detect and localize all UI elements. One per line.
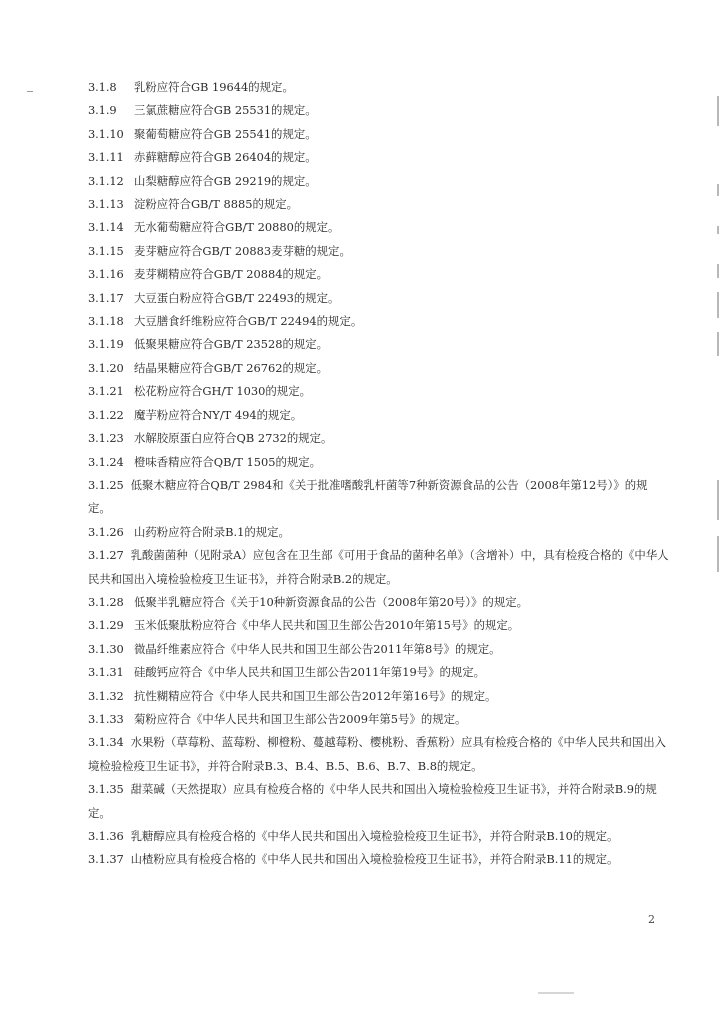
clause-text: 玉米低聚肽粉应符合《中华人民共和国卫生部公告2010年第15号》的规定。 [134, 618, 520, 633]
clause-3-1-34 [88, 731, 670, 778]
clause-number: 3.1.24 [88, 454, 124, 469]
clause-text: 魔芋粉应符合NY/T 494的规定。 [134, 407, 303, 422]
clause-3-1-25 [88, 474, 670, 521]
clause-3-1-16 [88, 263, 670, 286]
clause-text: 菊粉应符合《中华人民共和国卫生部公告2009年第5号》的规定。 [134, 711, 467, 726]
clause-number: 3.1.18 [88, 314, 124, 329]
clause-text: 水果粉（草莓粉、蓝莓粉、柳橙粉、蔓越莓粉、樱桃粉、香蕉粉）应具有检疫合格的《中华人民共和国出入境检验检疫卫生证书》，并符合附录B.3、B.4、B.5、B.6、B.7、B.8的规定。 [88, 735, 667, 773]
clause-number: 3.1.27 [88, 548, 124, 563]
clause-text: 大豆蛋白粉应符合GB/T 22493的规定。 [134, 290, 340, 305]
clause-text: 橙味香精应符合QB/T 1505的规定。 [134, 454, 322, 469]
clause-number: 3.1.25 [88, 477, 124, 492]
clause-3-1-11 [88, 146, 670, 169]
clause-3-1-24 [88, 451, 670, 474]
clause-number: 3.1.15 [88, 243, 124, 258]
clause-3-1-26 [88, 521, 670, 544]
clause-number: 3.1.34 [88, 735, 124, 750]
clause-3-1-32 [88, 685, 670, 708]
clause-number: 3.1.9 [88, 103, 117, 118]
clause-text: 乳粉应符合GB 19644的规定。 [134, 80, 294, 94]
page-number: 2 [648, 913, 655, 926]
clause-text: 水解胶原蛋白应符合QB 2732的规定。 [134, 431, 333, 446]
clause-3-1-18 [88, 310, 670, 333]
clause-3-1-33 [88, 708, 670, 731]
clause-number: 3.1.17 [88, 290, 124, 305]
scan-smudge [538, 992, 574, 994]
scan-edge-artifacts [711, 96, 719, 616]
clause-number: 3.1.22 [88, 407, 124, 422]
clause-3-1-28 [88, 591, 670, 614]
clause-3-1-19 [88, 333, 670, 356]
clause-3-1-12 [88, 170, 670, 193]
clause-number: 3.1.16 [88, 267, 124, 282]
clause-text: 麦芽糖应符合GB/T 20883麦芽糖的规定。 [134, 243, 351, 258]
clause-number: 3.1.19 [88, 337, 124, 352]
clause-number: 3.1.11 [88, 150, 124, 165]
clause-number: 3.1.23 [88, 431, 124, 446]
clause-text: 大豆膳食纤维粉应符合GB/T 22494的规定。 [134, 314, 363, 329]
clause-3-1-35 [88, 778, 670, 825]
clause-number: 3.1.26 [88, 524, 124, 539]
clause-number: 3.1.10 [88, 126, 124, 141]
clause-text: 硅酸钙应符合《中华人民共和国卫生部公告2011年第19号》的规定。 [134, 665, 486, 680]
clause-text: 麦芽糊精应符合GB/T 20884的规定。 [134, 267, 329, 282]
clause-text: 赤藓糖醇应符合GB 26404的规定。 [134, 150, 317, 165]
clause-text: 低聚果糖应符合GB/T 23528的规定。 [134, 337, 329, 352]
clause-3-1-14 [88, 216, 670, 239]
clause-text: 山梨糖醇应符合GB 29219的规定。 [134, 173, 317, 188]
clause-3-1-15 [88, 240, 670, 263]
clause-text: 乳酸菌菌种（见附录A）应包含在卫生部《可用于食品的菌种名单》（含增补）中，具有检疫合格的《中华人民共和国出入境检验检疫卫生证书》，并符合附录B.2的规定。 [88, 548, 669, 586]
clause-number: 3.1.20 [88, 360, 124, 375]
scan-mark [27, 91, 33, 92]
clause-3-1-30 [88, 638, 670, 661]
clause-3-1-10 [88, 123, 670, 146]
clause-text: 低聚木糖应符合QB/T 2984和《关于批准嗜酸乳杆菌等7种新资源食品的公告（2008年第12号）》的规定。 [88, 477, 648, 516]
clause-3-1-36 [88, 825, 670, 848]
clause-number: 3.1.37 [88, 852, 124, 867]
clause-number: 3.1.35 [88, 782, 124, 797]
clause-3-1-27 [88, 544, 670, 591]
clause-3-1-23 [88, 427, 670, 450]
clause-3-1-13 [88, 193, 670, 216]
clause-3-1-29 [88, 614, 670, 637]
clause-number: 3.1.8 [88, 80, 117, 94]
clause-number: 3.1.31 [88, 665, 124, 680]
clause-text: 结晶果糖应符合GB/T 26762的规定。 [134, 360, 329, 375]
clause-number: 3.1.29 [88, 618, 124, 633]
clause-text: 乳糖醇应具有检疫合格的《中华人民共和国出入境检验检疫卫生证书》，并符合附录B.10的规定。 [130, 829, 619, 843]
clause-3-1-21 [88, 380, 670, 403]
clause-text: 松花粉应符合GH/T 1030的规定。 [134, 384, 311, 399]
clause-number: 3.1.12 [88, 173, 124, 188]
clause-3-1-17 [88, 287, 670, 310]
clause-number: 3.1.30 [88, 641, 124, 656]
clause-list [88, 76, 670, 872]
clause-number: 3.1.33 [88, 711, 124, 726]
clause-text: 聚葡萄糖应符合GB 25541的规定。 [134, 126, 317, 141]
clause-3-1-20 [88, 357, 670, 380]
clause-number: 3.1.13 [88, 197, 124, 212]
clause-number: 3.1.28 [88, 594, 124, 609]
clause-3-1-8 [88, 76, 670, 99]
clause-3-1-37 [88, 848, 670, 871]
clause-text: 抗性糊精应符合《中华人民共和国卫生部公告2012年第16号》的规定。 [134, 688, 497, 703]
clause-number: 3.1.36 [88, 829, 124, 843]
clause-number: 3.1.21 [88, 384, 124, 399]
clause-number: 3.1.14 [88, 220, 124, 235]
clause-text: 淀粉应符合GB/T 8885的规定。 [134, 197, 299, 212]
clause-3-1-31 [88, 661, 670, 684]
clause-text: 甜菜碱（天然提取）应具有检疫合格的《中华人民共和国出入境检验检疫卫生证书》，并符合附录B.9的规定。 [88, 782, 657, 820]
clause-text: 无水葡萄糖应符合GB/T 20880的规定。 [134, 220, 340, 235]
clause-3-1-9 [88, 99, 670, 122]
clause-3-1-22 [88, 404, 670, 427]
clause-number: 3.1.32 [88, 688, 124, 703]
clause-text: 低聚半乳糖应符合《关于10种新资源食品的公告（2008年第20号）》的规定。 [134, 594, 528, 609]
clause-text: 山楂粉应具有检疫合格的《中华人民共和国出入境检验检疫卫生证书》，并符合附录B.11的规定。 [130, 852, 619, 867]
clause-text: 三氯蔗糖应符合GB 25531的规定。 [134, 103, 317, 118]
clause-text: 山药粉应符合附录B.1的规定。 [134, 524, 290, 539]
clause-text: 微晶纤维素应符合《中华人民共和国卫生部公告2011年第8号》的规定。 [134, 641, 501, 656]
